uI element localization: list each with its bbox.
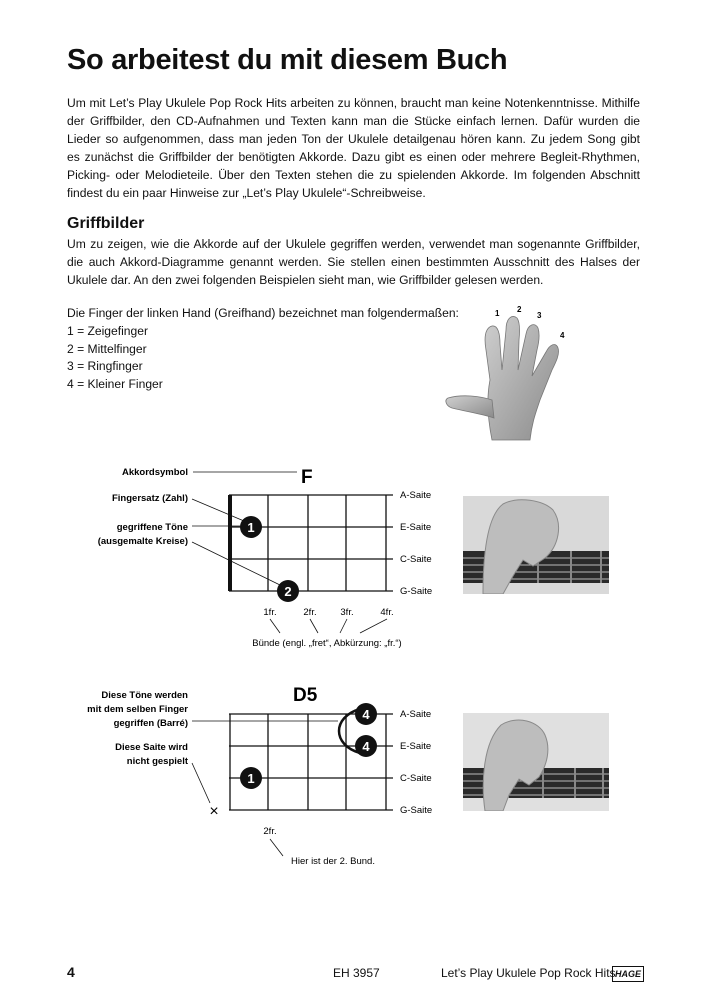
intro-line: Lieder so aufgenommen, dass man jeden Ton der Ukulele detailgenau hören kann. Zu jedem Song gibt — [67, 131, 640, 146]
finger-item: 3 = Ringfinger — [67, 359, 143, 374]
fret-label: 4fr. — [380, 607, 394, 618]
frets-caption: Bünde (engl. „fret“, Abkürzung: „fr.“) — [252, 638, 402, 649]
string-label: A-Saite — [400, 490, 432, 501]
page-number: 4 — [67, 964, 75, 980]
label-barre-3: gegriffen (Barré) — [113, 718, 188, 729]
fret-label: 3fr. — [340, 607, 354, 618]
section-line: Um zu zeigen, wie die Akkorde auf der Ukulele gegriffen werden, verwendet man sogenannte Griffbilder, — [67, 237, 640, 251]
hand-number-2: 2 — [517, 305, 522, 314]
intro-line: es zunächst die Griffbilder der benötigten Akkorde. Dazu gibt es einen oder mehrere Begleit-Rhythmen, — [67, 149, 640, 164]
label-chord-symbol: Akkordsymbol — [122, 467, 188, 478]
label-barre-1: Diese Töne werden — [101, 690, 188, 701]
fret-label: 2fr. — [263, 826, 277, 837]
hand-number-3: 3 — [537, 311, 542, 320]
string-label: G-Saite — [400, 805, 433, 816]
label-pressed-2: (ausgemalte Kreise) — [97, 536, 188, 547]
section-paragraph — [67, 236, 640, 290]
string-label: G-Saite — [400, 586, 433, 597]
chord-photo-f — [463, 496, 609, 594]
finger-intro: Die Finger der linken Hand (Greifhand) bezeichnet man folgendermaßen: — [67, 306, 459, 320]
label-muted-1: Diese Saite wird — [115, 742, 188, 753]
finger-dot-label: 4 — [362, 739, 370, 754]
intro-line: findest du ein paar Hinweise zur „Let’s Play Ukulele“-Schreibweise. — [67, 185, 426, 200]
label-fingering: Fingersatz (Zahl) — [111, 493, 188, 504]
page-title: So arbeitest du mit diesem Buch — [67, 44, 508, 76]
finger-dot-label: 1 — [247, 520, 255, 535]
finger-item: 2 = Mittelfinger — [67, 341, 147, 356]
intro-line: der Griffbilder, den CD-Aufnahmen und Texten kann man die Stücke einfach lernen. Dafür wurden die — [67, 113, 640, 128]
chord-symbol: D5 — [293, 685, 318, 706]
hand-number-4: 4 — [560, 331, 565, 340]
string-label: E-Saite — [400, 522, 432, 533]
label-barre-2: mit dem selben Finger — [87, 704, 188, 715]
string-label: E-Saite — [400, 741, 432, 752]
chord-photo-d5 — [463, 713, 609, 811]
hand-photo — [440, 300, 590, 445]
chord-diagram-d5 — [0, 673, 460, 873]
label-pressed-1: gegriffene Töne — [116, 522, 188, 533]
intro-line: Um mit Let’s Play Ukulele Pop Rock Hits arbeiten zu können, braucht man keine Notenkenntnisse. Mithilfe — [67, 96, 640, 110]
string-label: C-Saite — [400, 554, 432, 565]
footer-code: EH 3957 — [333, 966, 380, 980]
chord-symbol: F — [301, 467, 313, 488]
finger-dot-label: 1 — [247, 771, 255, 786]
publisher-logo: HAGE — [612, 966, 644, 982]
finger-dot-label: 4 — [362, 707, 370, 722]
string-label: C-Saite — [400, 773, 432, 784]
finger-item: 1 = Zeigefinger — [67, 323, 149, 338]
fret-label: 1fr. — [263, 607, 277, 618]
finger-dot-label: 2 — [284, 584, 292, 599]
fretboard — [229, 714, 393, 810]
section-line: Ukulele dar. An den zwei folgenden Beispielen sieht man, wie Griffbilder gelesen werden. — [67, 272, 544, 287]
string-label: A-Saite — [400, 709, 432, 720]
finger-item: 4 = Kleiner Finger — [67, 377, 163, 392]
fret-caption: Hier ist der 2. Bund. — [291, 856, 375, 867]
label-muted-2: nicht gespielt — [126, 756, 188, 767]
intro-line: Picking- oder Melodieteile. Über den Texten stehen die zu spielenden Akkorde. Im folgenden Abschnitt — [67, 167, 640, 182]
section-line: die auch Akkord-Diagramme genannt werden. Sie stellen einen bestimmten Ausschnitt des Halses der — [67, 254, 640, 269]
hand-number-1: 1 — [495, 309, 500, 318]
fretboard — [229, 495, 393, 591]
section-heading: Griffbilder — [67, 215, 145, 232]
finger-legend — [67, 305, 459, 394]
footer-book-title: Let’s Play Ukulele Pop Rock Hits — [441, 966, 616, 980]
fret-label: 2fr. — [303, 607, 317, 618]
chord-diagram-f — [0, 455, 460, 655]
intro-paragraph — [67, 95, 640, 202]
muted-mark: × — [209, 803, 219, 820]
